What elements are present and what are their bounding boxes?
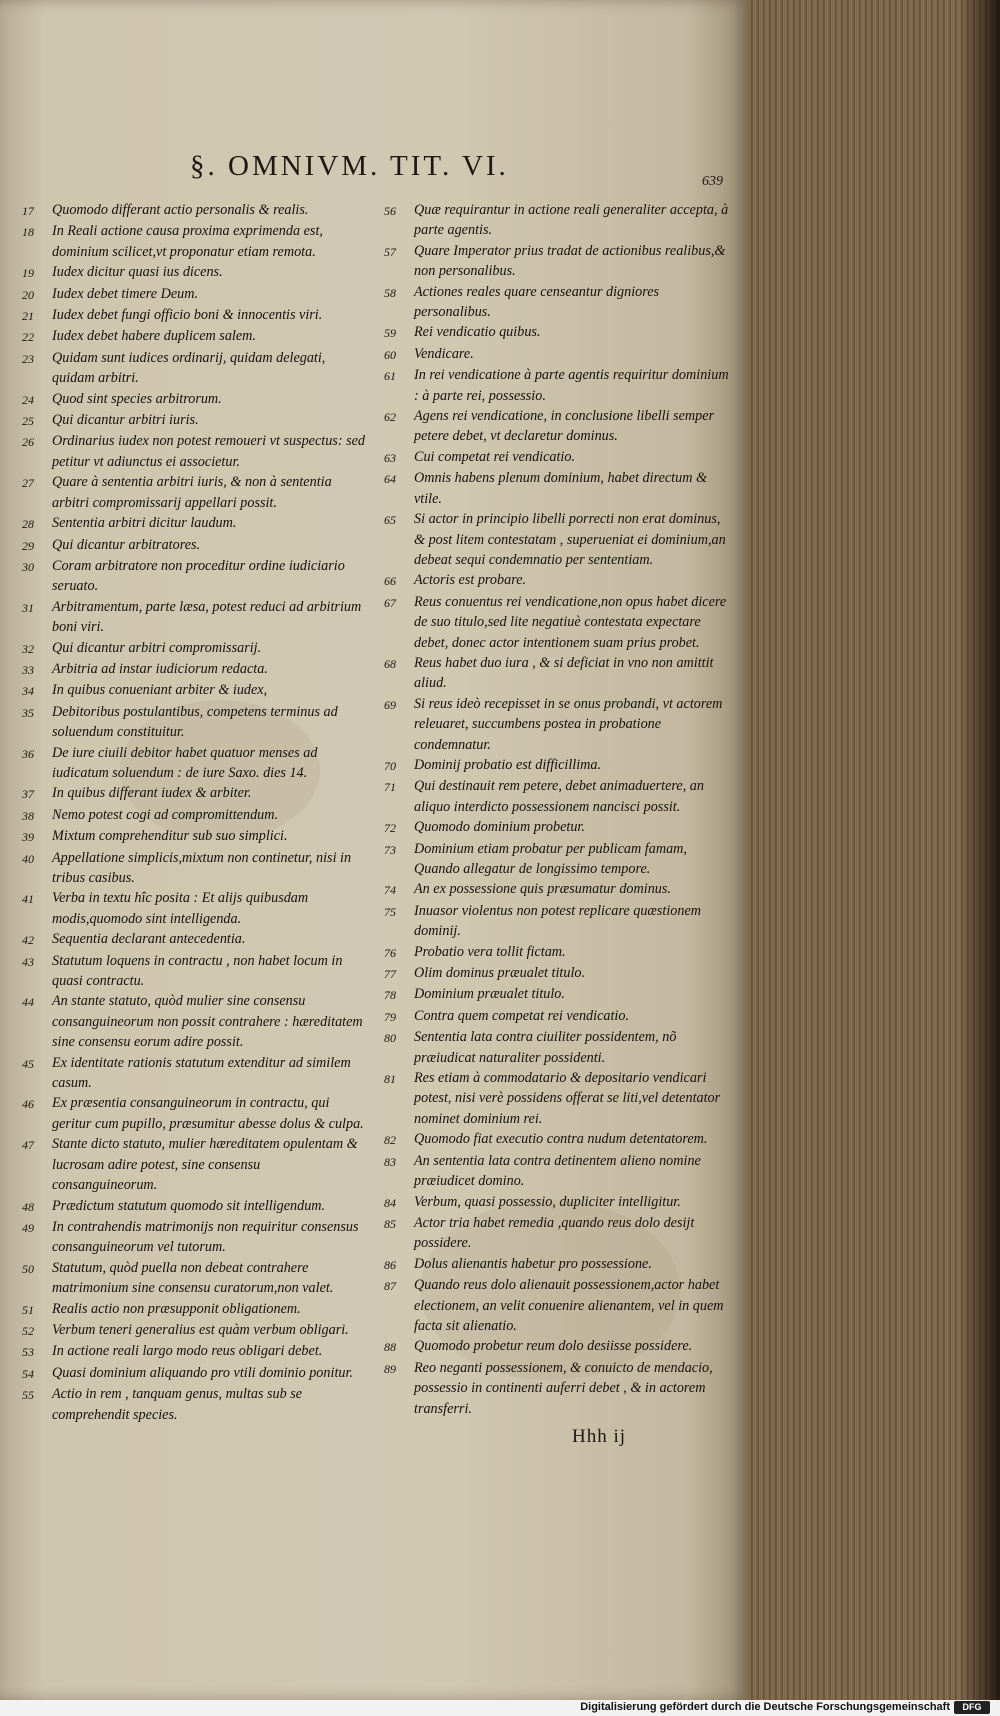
index-entry [22,991,367,1052]
entry-text: Iudex debet timere Deum. [52,285,199,302]
index-entry [22,513,367,534]
index-entry [22,1258,367,1299]
entry-text: In Reali actione causa proxima exprimenda est, dominium scilicet,vt proponatur etiam remota. [52,223,323,260]
entry-text: Nemo potest cogi ad compromittendum. [52,806,279,823]
entry-number: 65 [384,513,396,528]
entry-number: 58 [384,285,396,300]
entry-text: Qui dicantur arbitri iuris. [52,412,199,429]
entry-text: An stante statuto, quòd mulier sine consensu consanguineorum non possit contrahere : hæreditatem sine consensu eorum adire possit. [52,993,363,1051]
entry-text: Agens rei vendicatione, in conclusione libelli semper petere debet, vt declaretur dominus. [414,408,715,445]
entry-text: Statutum loquens in contractu , non habet locum in quasi contractu. [52,952,343,990]
index-entry [22,1053,367,1094]
entry-text: Quæ requirantur in actione reali generaliter accepta, à parte agentis. [414,202,729,239]
entry-number: 81 [384,1072,396,1087]
index-entry [22,200,367,221]
index-entry [384,817,734,838]
entry-text: Reo neganti possessionem, & conuicto de mendacio, possessio in continenti auferri debet , & in actorem transferri. [414,1359,713,1417]
entry-text: Appellatione simplicis,mixtum non continetur, nisi in tribus casibus. [52,849,352,886]
entry-text: Stante dicto statuto, mulier hæreditatem opulentam & lucrosam adire potest, sine consensu consanguineorum. [52,1136,358,1194]
entry-text: Quare Imperator prius tradat de actionibus realibus,& non personalibus. [414,242,726,280]
index-entry [384,1275,734,1336]
entry-number: 43 [22,954,34,969]
entry-number: 44 [22,995,34,1010]
index-entry [384,1006,734,1027]
entry-text: Contra quem competat rei vendicatio. [414,1007,630,1024]
entry-text: Inuasor violentus non potest replicare quæstionem dominij. [414,902,702,940]
index-entry [22,472,367,513]
entry-number: 18 [22,225,34,240]
entry-text: Omnis habens plenum dominium, habet directum & vtile. [414,470,708,507]
entry-text: Verba in textu hîc posita : Et alijs quibusdam modis,quomodo sint intelligenda. [52,890,309,927]
index-entry [22,348,367,389]
entry-number: 75 [384,904,396,919]
index-entry [22,848,367,889]
entry-number: 59 [384,326,396,341]
index-entry [22,1196,367,1217]
entry-number: 25 [22,414,34,429]
entry-text: Probatio vera tollit fictam. [414,943,566,960]
entry-text: In rei vendicatione à parte agentis requiritur dominium : à parte rei, possessio. [414,367,729,404]
index-entry [22,1341,367,1362]
entry-number: 60 [384,347,396,362]
index-entry [384,344,734,365]
index-entry [22,221,367,262]
index-entry [22,326,367,347]
entry-text: Ex identitate rationis statutum extenditur ad similem casum. [52,1054,351,1092]
index-entry [384,963,734,984]
index-entry [384,1151,734,1192]
entry-text: An ex possessione quis præsumatur dominus. [414,881,671,898]
index-entry [384,942,734,963]
index-entry [384,1129,734,1150]
entry-number: 30 [22,559,34,574]
index-entry [384,1027,734,1068]
entry-text: Prædictum statutum quomodo sit intelligendum. [52,1197,326,1214]
entry-text: In actione reali largo modo reus obligari debet. [52,1343,323,1360]
index-entry [22,1134,367,1195]
entry-text: Olim dominus præualet titulo. [414,965,586,982]
left-column [22,200,367,1425]
index-entry [22,1384,367,1425]
entry-text: Quare à sententia arbitri iuris, & non à sententia arbitri compromissarij appellari possit. [52,474,332,511]
index-entry [384,570,734,591]
entry-number: 57 [384,244,396,259]
entry-text: Quod sint species arbitrorum. [52,390,222,407]
entry-text: Qui dicantur arbitri compromissarij. [52,639,262,656]
index-entry [384,1336,734,1357]
entry-number: 40 [22,851,34,866]
entry-text: Reus habet duo iura , & si deficiat in vno non amittit aliud. [414,654,714,692]
index-entry [22,743,367,784]
entry-text: Qui destinauit rem petere, debet animaduertere, an aliquo interdicto possessionem nancisci possit. [414,778,704,815]
entry-text: Ex præsentia consanguineorum in contractu, qui geritur cum pupillo, præsumitur abesse dolus & culpa. [52,1095,364,1132]
index-entry [384,1068,734,1129]
entry-number: 27 [22,476,34,491]
entry-text: Rei vendicatio quibus. [414,324,541,341]
index-entry [22,556,367,597]
page-number: 639 [702,174,723,189]
entry-number: 48 [22,1199,34,1214]
entry-text: Debitoribus postulantibus, competens terminus ad soluendum constituitur. [52,703,338,741]
index-entry [384,447,734,468]
entry-text: De iure ciuili debitor habet quatuor menses ad iudicatum soluendum : de iure Saxo. dies 14. [52,744,318,781]
index-entry [384,509,734,570]
entry-number: 41 [22,892,34,907]
entry-number: 51 [22,1302,34,1317]
index-entry [384,200,734,241]
entry-number: 69 [384,697,396,712]
index-entry [22,929,367,950]
entry-number: 78 [384,988,396,1003]
entry-text: Res etiam à commodatario & depositario vendicari potest, nisi verè possidens offerat se liti,vel detentator nominet dominium rei. [414,1070,721,1127]
index-entry [384,839,734,880]
index-entry [384,1192,734,1213]
entry-text: Iudex debet fungi officio boni & innocentis viri. [52,307,323,324]
entry-number: 19 [22,266,34,281]
index-entry [22,659,367,680]
entry-number: 24 [22,392,34,407]
index-entry [384,282,734,323]
entry-text: Qui dicantur arbitratores. [52,536,201,553]
index-entry [22,805,367,826]
entry-number: 32 [22,641,34,656]
entry-text: Quando reus dolo alienauit possessionem,actor habet electionem, an velit conuenire alienantem, vel in quem facta sit alienatio. [414,1277,724,1334]
entry-number: 55 [22,1388,34,1403]
entry-text: Quomodo fiat executio contra nudum detentatorem. [414,1131,708,1148]
entry-text: Dominij probatio est difficillima. [414,756,602,773]
entry-text: Sententia lata contra ciuiliter possidentem, nõ præiudicat naturaliter possidenti. [414,1029,677,1066]
entry-number: 62 [384,410,396,425]
entry-number: 54 [22,1366,34,1381]
index-entry [22,305,367,326]
entry-number: 71 [384,780,396,795]
entry-text: Reus conuentus rei vendicatione,non opus habet dicere de suo titulo,sed lite negatiuè contestata expectare debet, donec actor intentionem suam prius probet. [414,593,727,651]
entry-text: In contrahendis matrimonijs non requiritur consensus consanguineorum vel tutorum. [52,1218,359,1256]
index-entry [22,951,367,992]
entry-number: 22 [22,330,34,345]
entry-number: 35 [22,705,34,720]
index-entry [384,406,734,447]
index-entry [22,284,367,305]
entry-number: 79 [384,1009,396,1024]
entry-text: Arbitramentum, parte læsa, potest reduci ad arbitrium boni viri. [52,598,362,636]
entry-text: Actoris est probare. [414,572,527,589]
entry-number: 29 [22,538,34,553]
entry-text: Sequentia declarant antecedentia. [52,931,246,948]
entry-text: Ordinarius iudex non potest remoueri vt suspectus: sed petitur vt adiunctus ei associetur. [52,433,366,470]
index-entry [22,262,367,283]
entry-number: 89 [384,1361,396,1376]
entry-number: 86 [384,1257,396,1272]
entry-text: Quomodo differant actio personalis & realis. [52,202,309,218]
entry-number: 74 [384,883,396,898]
entry-number: 64 [384,472,396,487]
index-entry [22,535,367,556]
index-entry [22,680,367,701]
entry-text: Quomodo probetur reum dolo desiisse possidere. [414,1338,693,1355]
index-entry [384,755,734,776]
entry-number: 45 [22,1056,34,1071]
entry-number: 26 [22,435,34,450]
entry-number: 84 [384,1195,396,1210]
entry-text: Verbum teneri generalius est quàm verbum obligari. [52,1321,349,1338]
entry-text: Statutum, quòd puella non debeat contrahere matrimonium sine consensu curatorum,non valet. [52,1259,334,1297]
entry-number: 39 [22,830,34,845]
entry-number: 76 [384,945,396,960]
index-entry [384,241,734,282]
entry-text: Actio in rem , tanquam genus, multas sub se comprehendit species. [52,1386,303,1423]
index-entry [384,653,734,694]
entry-number: 28 [22,517,34,532]
entry-number: 34 [22,684,34,699]
entry-text: Dolus alienantis habetur pro possessione. [414,1255,652,1272]
index-entry [384,879,734,900]
entry-text: In quibus conueniant arbiter & iudex, [52,682,268,699]
entry-number: 33 [22,662,34,677]
entry-number: 47 [22,1138,34,1153]
entry-text: Mixtum comprehenditur sub suo simplici. [52,828,288,845]
entry-text: Realis actio non præsupponit obligationem. [52,1300,301,1317]
index-entry [22,410,367,431]
index-entry [22,702,367,743]
index-entry [22,888,367,929]
entry-text: Sententia arbitri dicitur laudum. [52,515,237,532]
index-entry [22,431,367,472]
entry-number: 63 [384,450,396,465]
index-entry [22,1299,367,1320]
entry-number: 68 [384,656,396,671]
entry-number: 37 [22,787,34,802]
entry-number: 67 [384,595,396,610]
entry-number: 42 [22,933,34,948]
entry-number: 82 [384,1133,396,1148]
entry-text: In quibus differant iudex & arbiter. [52,785,252,802]
entry-text: Quidam sunt iudices ordinarij, quidam delegati, quidam arbitri. [52,349,326,387]
entry-text: Si reus ideò recepisset in se onus probandi, vt actorem releuaret, succumbens postea in probatione condemnatur. [414,695,723,753]
entry-number: 49 [22,1220,34,1235]
catchword: Hhh ij [572,1426,627,1447]
index-entry [22,783,367,804]
index-entry [22,597,367,638]
entry-number: 50 [22,1261,34,1276]
entry-text: Quasi dominium aliquando pro vtili dominio ponitur. [52,1364,353,1381]
index-entry [22,826,367,847]
entry-number: 66 [384,574,396,589]
entry-text: Dominium etiam probatur per publicam famam, Quando allegatur de longissimo tempore. [414,840,687,877]
index-entry [384,984,734,1005]
index-entry [384,901,734,942]
running-head: §. OMNIVM. TIT. VI. [190,150,509,182]
index-entry [384,468,734,509]
entry-number: 73 [384,842,396,857]
entry-text: Actor tria habet remedia ,quando reus dolo desijt possidere. [414,1214,695,1252]
index-entry [384,1358,734,1419]
entry-text: Iudex dicitur quasi ius dicens. [52,264,223,281]
entry-number: 46 [22,1097,34,1112]
index-entry [22,1217,367,1258]
entry-text: Iudex debet habere duplicem salem. [52,328,256,345]
entry-number: 31 [22,600,34,615]
entry-number: 53 [22,1345,34,1360]
entry-number: 56 [384,204,396,218]
index-entry [22,1363,367,1384]
entry-number: 20 [22,287,34,302]
entry-text: Verbum, quasi possessio, dupliciter intelligitur. [414,1193,681,1210]
entry-text: Dominium præualet titulo. [414,986,565,1003]
right-column [384,200,734,1419]
entry-text: Coram arbitratore non proceditur ordine iudiciario seruato. [52,557,345,595]
entry-number: 61 [384,369,396,384]
entry-number: 87 [384,1279,396,1294]
index-entry [384,322,734,343]
entry-number: 83 [384,1154,396,1169]
entry-number: 38 [22,808,34,823]
entry-number: 72 [384,821,396,836]
entry-number: 77 [384,967,396,982]
index-entry [384,1254,734,1275]
entry-number: 52 [22,1323,34,1338]
entry-number: 36 [22,746,34,761]
index-entry [384,365,734,406]
entry-number: 80 [384,1031,396,1046]
index-entry [384,592,734,653]
index-entry [22,1093,367,1134]
entry-text: An sententia lata contra detinentem alieno nomine præiudicet domino. [414,1152,701,1190]
entry-number: 85 [384,1216,396,1231]
index-entry [22,1320,367,1341]
entry-text: Arbitria ad instar iudiciorum redacta. [52,660,268,677]
entry-number: 70 [384,758,396,773]
entry-number: 17 [22,204,34,218]
entry-text: Actiones reales quare censeantur digniores personalibus. [414,283,660,321]
index-entry [22,389,367,410]
index-entry [384,1213,734,1254]
entry-text: Cui competat rei vendicatio. [414,448,576,465]
entry-text: Vendicare. [414,345,474,362]
entry-number: 21 [22,309,34,324]
index-entry [384,694,734,755]
index-entry [22,638,367,659]
entry-number: 88 [384,1340,396,1355]
footer-credit: Digitalisierung gefördert durch die Deutsche Forschungsgemeinschaft [580,1701,950,1713]
page-edge-shadow [960,0,1000,1700]
entry-number: 23 [22,351,34,366]
dfg-logo: DFG [954,1701,990,1714]
entry-text: Si actor in principio libelli porrecti non erat dominus, & post litem contestatam , superueniat ei dominium,an debeat sequi condemnatio per sententiam. [414,511,726,568]
index-entry [384,776,734,817]
entry-text: Quomodo dominium probetur. [414,819,585,836]
